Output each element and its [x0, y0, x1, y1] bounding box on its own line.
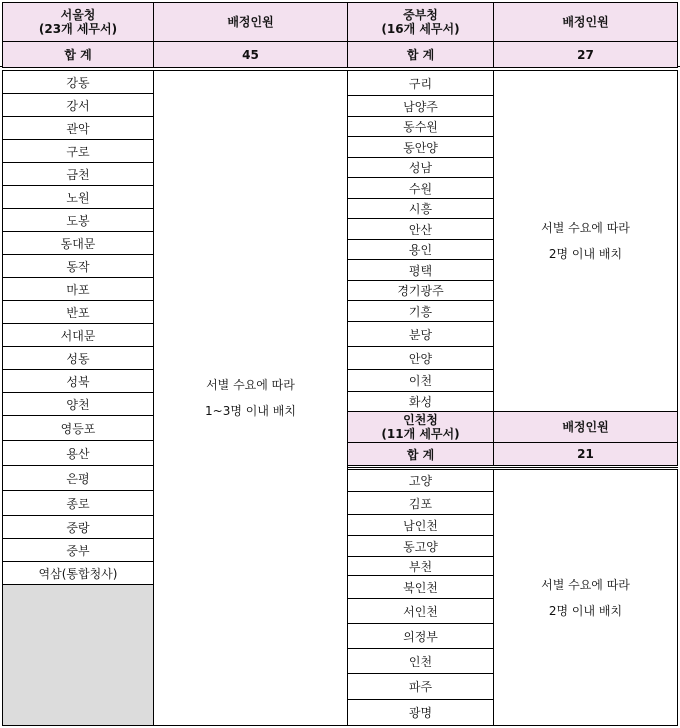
seoul-office-12: 서대문: [2, 323, 154, 347]
incheon-region-name: 인천청: [403, 413, 438, 427]
jungbu-office-count: (16개 세무서): [381, 22, 460, 36]
jungbu-office-11: 경기광주: [347, 280, 494, 301]
seoul-office-1: 강동: [2, 70, 154, 94]
incheon-office-10: 파주: [347, 673, 494, 700]
jungbu-office-15: 이천: [347, 369, 494, 392]
seoul-total-value: 45: [153, 41, 348, 68]
incheon-office-1: 고양: [347, 469, 494, 492]
incheon-office-count: (11개 세무서): [381, 427, 460, 441]
jungbu-office-8: 안산: [347, 218, 494, 240]
jungbu-office-5: 성남: [347, 157, 494, 178]
incheon-total-label: 합 계: [347, 442, 494, 466]
jungbu-office-9: 용인: [347, 239, 494, 260]
jungbu-office-10: 평택: [347, 259, 494, 281]
seoul-empty-cell: [2, 584, 154, 726]
seoul-total-label: 합 계: [2, 41, 154, 68]
seoul-office-4: 구로: [2, 139, 154, 163]
seoul-office-19: 종로: [2, 490, 154, 516]
incheon-count-header: 배정인원: [493, 411, 678, 443]
seoul-office-16: 영등포: [2, 415, 154, 441]
jungbu-office-13: 분당: [347, 321, 494, 347]
seoul-office-8: 동대문: [2, 231, 154, 255]
seoul-office-21: 중부: [2, 538, 154, 562]
jungbu-office-4: 동안양: [347, 136, 494, 158]
seoul-office-10: 마포: [2, 277, 154, 301]
incheon-allocation-note: [493, 469, 678, 726]
jungbu-total-label: 합 계: [347, 41, 494, 68]
incheon-office-4: 동고양: [347, 535, 494, 557]
incheon-note-line-2: 2명 이내 배치: [548, 603, 623, 618]
jungbu-office-12: 기흥: [347, 300, 494, 322]
seoul-office-5: 금천: [2, 162, 154, 186]
incheon-office-5: 부천: [347, 556, 494, 576]
jungbu-region-header: [347, 2, 494, 42]
seoul-office-18: 은평: [2, 465, 154, 491]
seoul-office-6: 노원: [2, 185, 154, 209]
seoul-note-line-1: 서별 수요에 따라: [206, 378, 295, 392]
jungbu-office-2: 남양주: [347, 95, 494, 117]
incheon-office-9: 인천: [347, 648, 494, 674]
jungbu-note-line-1: 서별 수요에 따라: [541, 221, 630, 235]
jungbu-allocation-note: [493, 70, 678, 412]
jungbu-region-name: 중부청: [403, 8, 438, 22]
incheon-office-3: 남인천: [347, 514, 494, 536]
incheon-total-value: 21: [493, 442, 678, 466]
seoul-region-name: 서울청: [60, 8, 96, 22]
incheon-office-7: 서인천: [347, 598, 494, 624]
seoul-office-13: 성동: [2, 346, 154, 370]
jungbu-count-header: 배정인원: [493, 2, 678, 42]
incheon-note-line-1: 서별 수요에 따라: [541, 577, 630, 592]
seoul-region-header: [2, 2, 154, 42]
seoul-office-20: 중랑: [2, 515, 154, 539]
jungbu-office-7: 시흥: [347, 198, 494, 219]
seoul-office-15: 양천: [2, 392, 154, 416]
incheon-office-6: 북인천: [347, 575, 494, 599]
seoul-note-line-2: 1~3명 이내 배치: [205, 404, 296, 418]
incheon-region-header: [347, 411, 494, 443]
seoul-office-3: 관악: [2, 116, 154, 140]
jungbu-office-3: 동수원: [347, 116, 494, 137]
seoul-office-11: 반포: [2, 300, 154, 324]
seoul-office-2: 강서: [2, 93, 154, 117]
seoul-office-7: 도봉: [2, 208, 154, 232]
incheon-office-2: 김포: [347, 491, 494, 515]
incheon-double-rule: [347, 467, 678, 468]
seoul-office-9: 동작: [2, 254, 154, 278]
seoul-office-count: (23개 세무서): [38, 22, 118, 36]
seoul-count-header: 배정인원: [153, 2, 348, 42]
incheon-office-11: 광명: [347, 699, 494, 726]
jungbu-office-6: 수원: [347, 177, 494, 199]
jungbu-note-line-2: 2명 이내 배치: [548, 247, 623, 261]
seoul-office-14: 성북: [2, 369, 154, 393]
seoul-office-22: 역삼(통합청사): [2, 561, 154, 585]
jungbu-office-14: 안양: [347, 346, 494, 370]
seoul-office-17: 용산: [2, 440, 154, 466]
jungbu-office-1: 구리: [347, 70, 494, 96]
seoul-allocation-note: [153, 70, 348, 726]
jungbu-office-16: 화성: [347, 391, 494, 412]
incheon-office-8: 의정부: [347, 623, 494, 649]
jungbu-total-value: 27: [493, 41, 678, 68]
